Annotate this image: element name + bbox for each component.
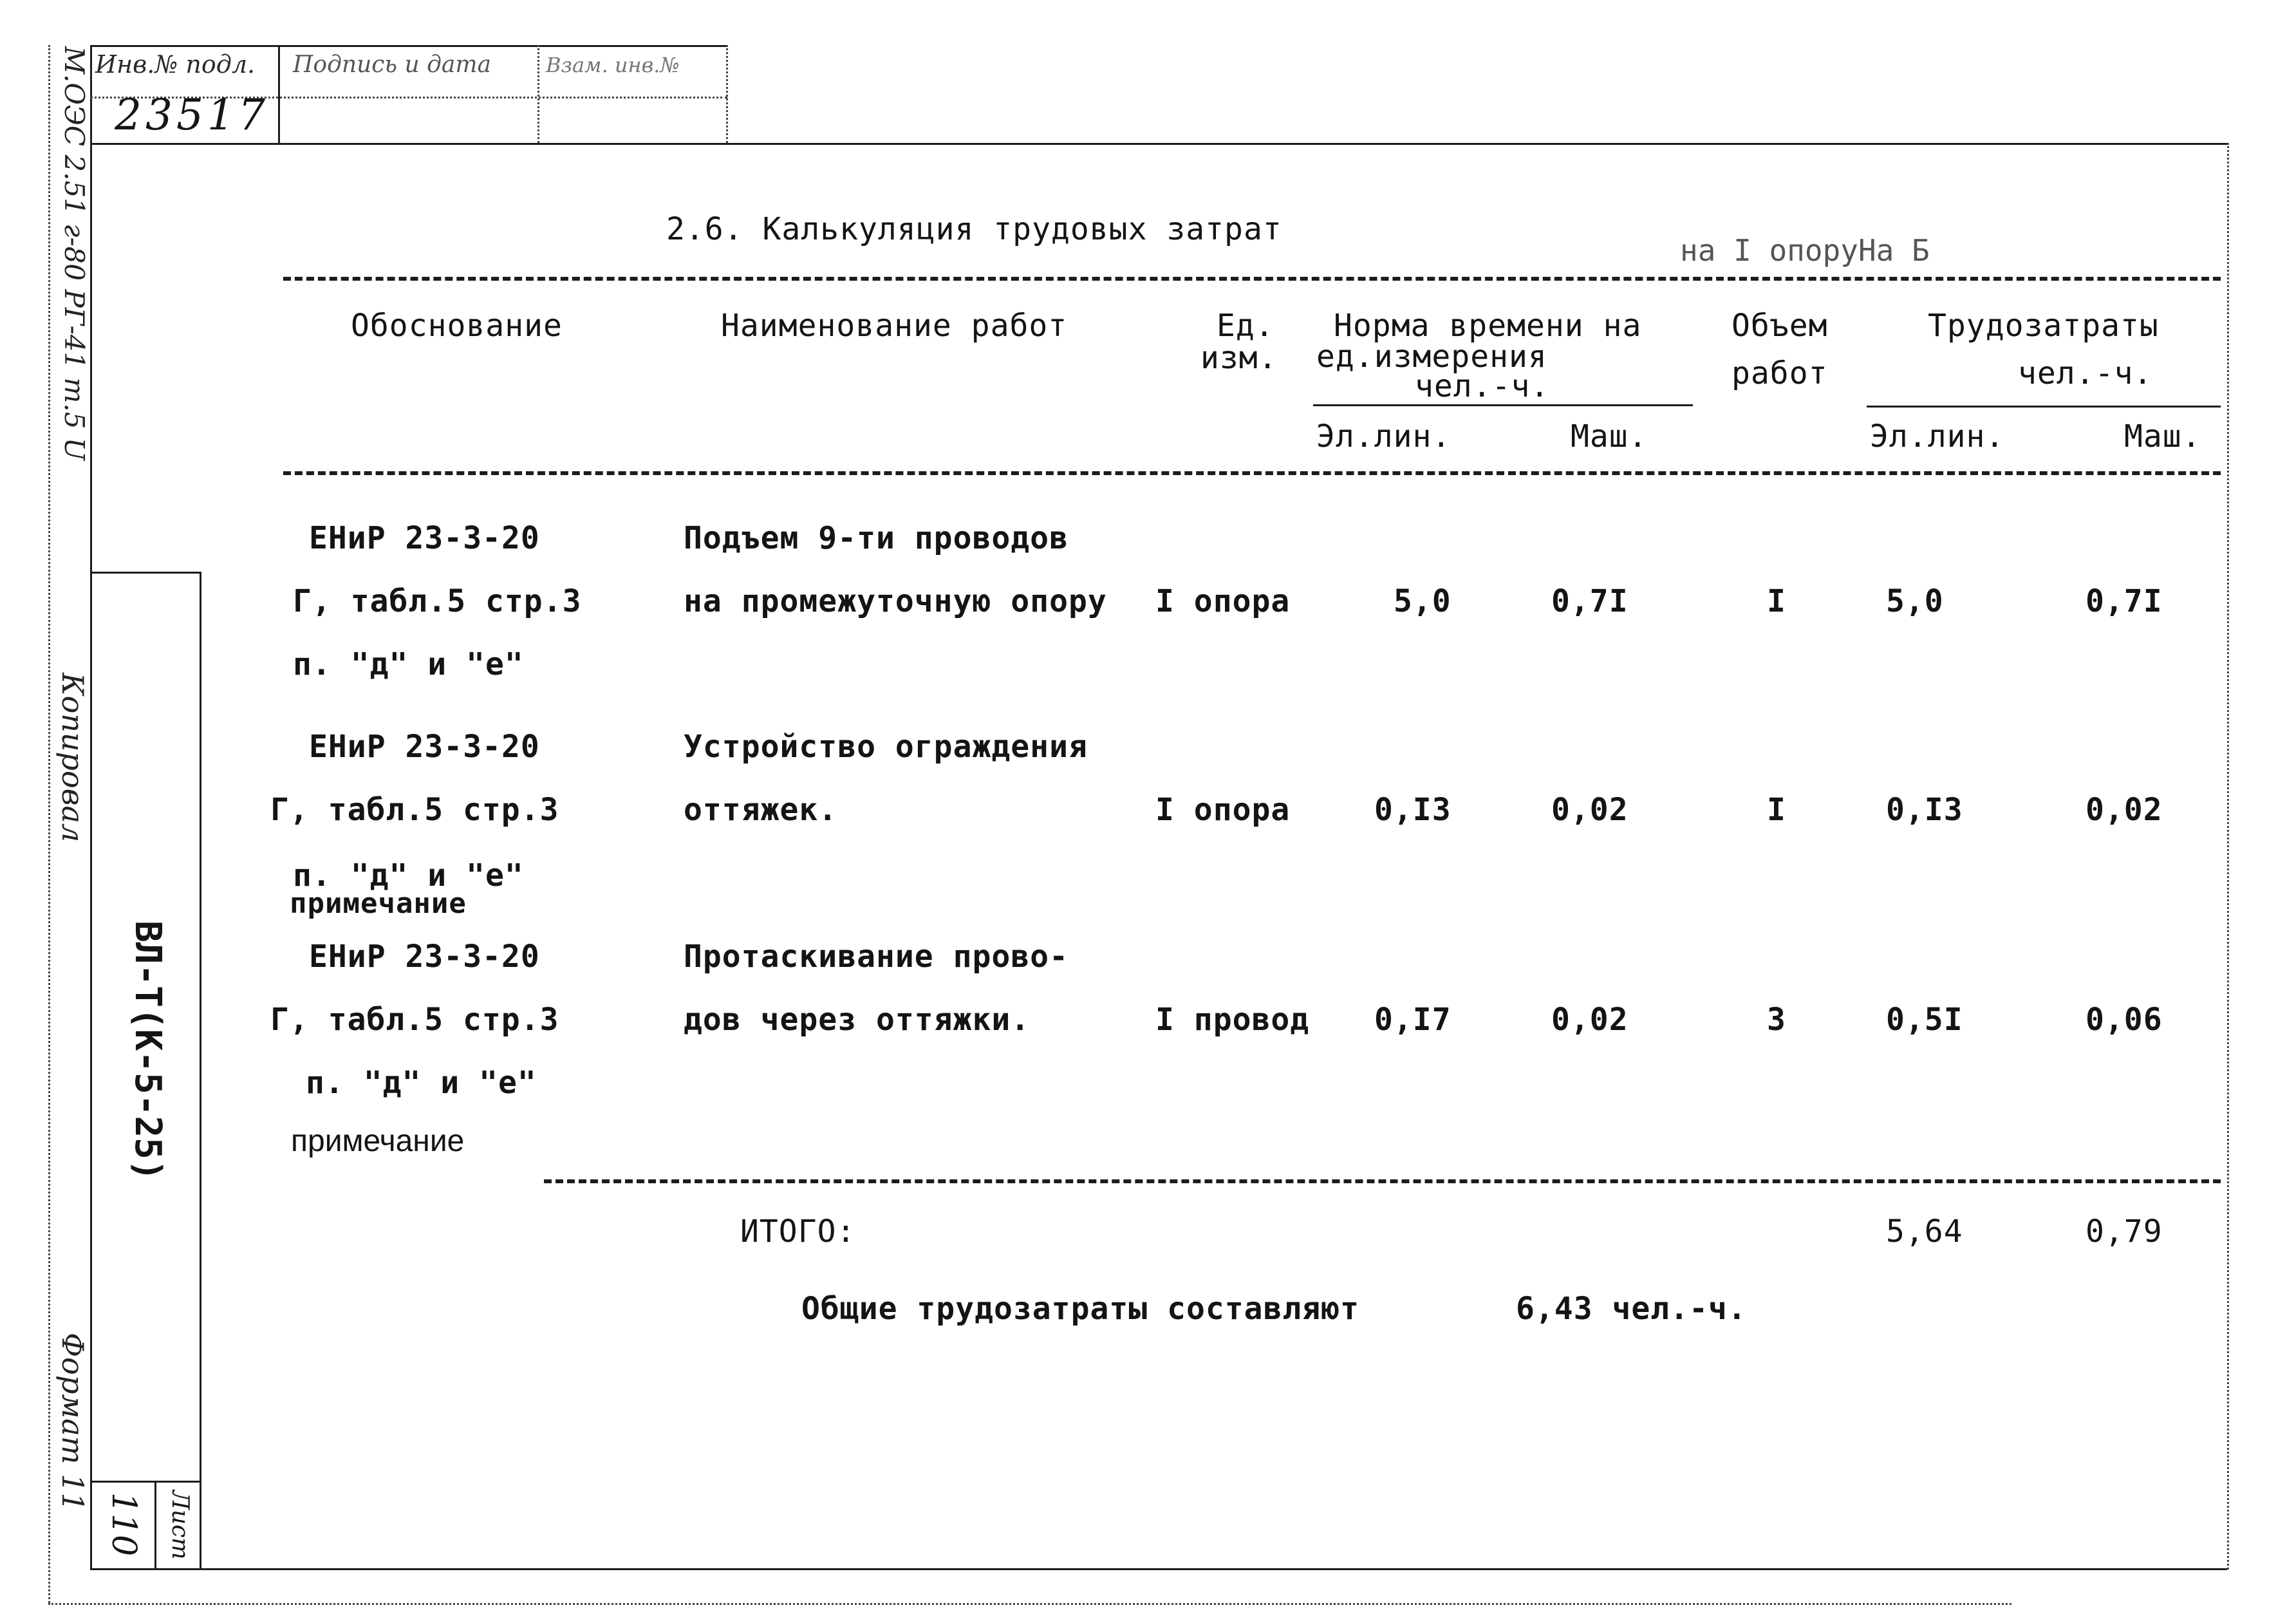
header-norm-underline	[1313, 404, 1693, 406]
total-labor-el: 5,64	[1886, 1214, 1963, 1250]
row-basis-1: ЕНиР 23-3-20	[309, 520, 540, 556]
row-basis-3: п. "д" и "е"	[306, 1065, 537, 1101]
header-norm-el: Эл.лин.	[1316, 418, 1451, 455]
row-norm-el: 0,I3	[1374, 792, 1451, 828]
total-labor-mash: 0,79	[2086, 1214, 2163, 1250]
header-top-dash-line	[283, 277, 2221, 281]
row-basis-1: ЕНиР 23-3-20	[309, 939, 540, 975]
stamp-divider-1	[278, 45, 280, 143]
row-unit: I опора	[1155, 583, 1291, 619]
row-unit: I опора	[1155, 792, 1291, 828]
sheet-box-top	[90, 1481, 201, 1483]
row-basis-4: примечание	[291, 1124, 465, 1158]
header-volume-1: Объем	[1731, 308, 1828, 344]
header-unit-1: Ед.	[1217, 308, 1274, 344]
header-labor-underline	[1867, 406, 2221, 408]
header-labor-el: Эл.лин.	[1870, 418, 2005, 455]
frame-left-line	[90, 45, 92, 1570]
header-norm-3: чел.-ч.	[1415, 368, 1550, 404]
header-norm-mash: Маш.	[1571, 418, 1648, 455]
margin-format-label: Формат 11	[55, 1333, 90, 1512]
row-basis-2: Г, табл.5 стр.3	[270, 1002, 559, 1038]
row-volume: I	[1767, 583, 1786, 619]
row-labor-el: 5,0	[1886, 583, 1944, 619]
row-basis-2: Г, табл.5 стр.3	[293, 583, 582, 619]
sheet-number: 110	[104, 1492, 143, 1557]
header-volume-2: работ	[1731, 355, 1828, 391]
title-block-code: ВЛ-Т(К-5-25)	[127, 921, 169, 1181]
row-work-2: дов через оттяжки.	[684, 1002, 1031, 1038]
page-subtitle: на I опоруНа Б	[1680, 233, 1930, 268]
title-block-right	[200, 572, 201, 1568]
outer-bottom-line	[48, 1603, 2011, 1605]
row-norm-el: 5,0	[1394, 583, 1451, 619]
summary-value: 6,43 чел.-ч.	[1516, 1291, 1747, 1327]
row-volume: I	[1767, 792, 1786, 828]
row-labor-el: 0,5I	[1886, 1002, 1963, 1038]
row-basis-4: примечание	[290, 887, 467, 920]
header-bottom-dash-line	[283, 471, 2221, 475]
row-norm-el: 0,I7	[1374, 1002, 1451, 1038]
margin-copied-label: Копировал	[55, 673, 90, 843]
frame-bottom-line	[90, 1568, 2227, 1570]
page-title: 2.6. Калькуляция трудовых затрат	[666, 211, 1282, 247]
row-labor-mash: 0,06	[2086, 1002, 2163, 1038]
row-norm-mash: 0,02	[1551, 1002, 1629, 1038]
row-labor-mash: 0,7I	[2086, 583, 2163, 619]
stamp-sign-label: Подпись и дата	[293, 52, 491, 78]
row-norm-mash: 0,7I	[1551, 583, 1629, 619]
stamp-inv-label: Инв.№ подл.	[95, 50, 256, 79]
total-dash-line	[544, 1179, 2221, 1183]
stamp-divider-3	[726, 45, 728, 143]
header-norm-2: ед.измерения	[1316, 339, 1547, 375]
row-unit: I провод	[1155, 1002, 1310, 1038]
row-work-1: Протаскивание прово-	[684, 939, 1069, 975]
stamp-top-line	[90, 45, 727, 47]
header-work: Наименование работ	[721, 308, 1068, 344]
stamp-inv-number: 23517	[115, 90, 269, 140]
frame-right-line	[2227, 143, 2229, 1570]
header-basis: Обоснование	[351, 308, 563, 344]
header-labor-1: Трудозатраты	[1928, 308, 2159, 344]
row-norm-mash: 0,02	[1551, 792, 1629, 828]
sheet-box-divider	[154, 1481, 156, 1568]
row-work-1: Подъем 9-ти проводов	[684, 520, 1069, 556]
row-labor-mash: 0,02	[2086, 792, 2163, 828]
header-norm-1: Норма времени на	[1334, 308, 1642, 344]
header-labor-2: чел.-ч.	[2018, 355, 2153, 391]
margin-doc-code-top: М.ОЭС 2.51 г-80 РГ-41 т.5 U	[59, 46, 90, 461]
row-work-2: на промежуточную опору	[684, 583, 1107, 619]
row-basis-1: ЕНиР 23-3-20	[309, 729, 540, 765]
title-block-top	[90, 572, 201, 574]
total-label: ИТОГО:	[740, 1214, 856, 1250]
outer-left-line	[48, 45, 50, 1603]
row-labor-el: 0,I3	[1886, 792, 1963, 828]
row-basis-3: п. "д" и "е"	[293, 646, 524, 682]
row-work-1: Устройство ограждения	[684, 729, 1088, 765]
frame-top-line	[90, 143, 2227, 145]
sheet-label: Лист	[167, 1490, 193, 1560]
stamp-vzam-label: Взам. инв.№	[546, 53, 680, 77]
row-basis-2: Г, табл.5 стр.3	[270, 792, 559, 828]
summary-text: Общие трудозатраты составляют	[801, 1291, 1360, 1327]
row-volume: 3	[1767, 1002, 1786, 1038]
header-labor-mash: Маш.	[2124, 418, 2201, 455]
row-basis-3: п. "д" и "е"	[293, 858, 524, 894]
stamp-divider-2	[537, 45, 539, 143]
row-work-2: оттяжек.	[684, 792, 838, 828]
header-unit-2: изм.	[1200, 340, 1278, 376]
